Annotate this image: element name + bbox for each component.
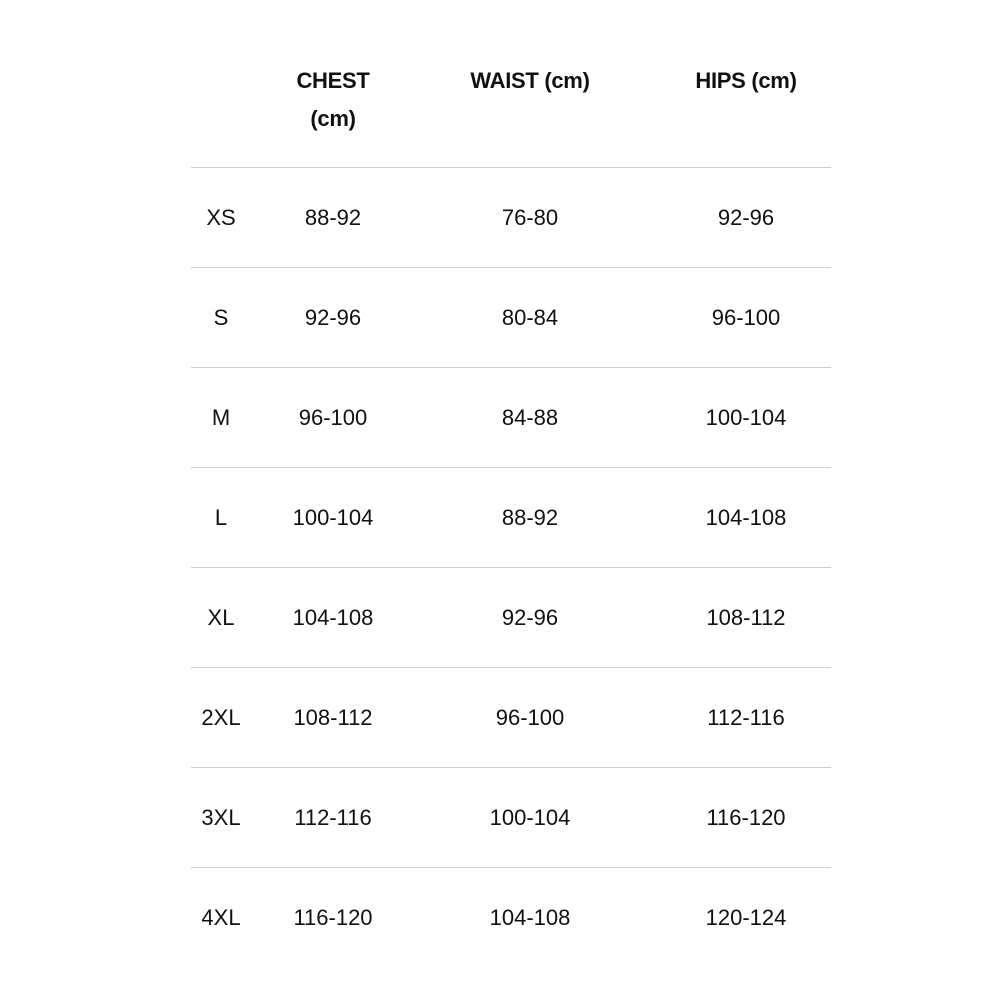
chest-header-label: CHEST: [296, 68, 370, 93]
waist-cell: 92-96: [501, 605, 559, 630]
waist-cell: 104-108: [489, 905, 571, 930]
waist-cell: 76-80: [501, 205, 559, 230]
chest-cell: 100-104: [292, 505, 374, 530]
table-row: [191, 268, 831, 368]
chest-cell: 92-96: [304, 305, 362, 330]
waist-cell: 88-92: [501, 505, 559, 530]
waist-cell: 80-84: [501, 305, 559, 330]
table-row: [191, 168, 831, 268]
size-cell: S: [213, 305, 229, 330]
table-row: [191, 568, 831, 668]
size-cell: L: [214, 505, 228, 530]
size-cell: XL: [207, 605, 235, 630]
chest-header-unit: (cm): [310, 106, 356, 131]
hips-cell: 116-120: [706, 805, 786, 830]
header-row: [191, 0, 831, 168]
hips-cell: 120-124: [705, 905, 787, 930]
table-row: [191, 368, 831, 468]
table-row: [191, 668, 831, 768]
waist-cell: 96-100: [495, 705, 565, 730]
chest-cell: 112-116: [294, 805, 372, 830]
hips-cell: 112-116: [707, 705, 785, 730]
table-row: [191, 768, 831, 868]
size-cell: 3XL: [201, 805, 241, 830]
size-cell: M: [211, 405, 231, 430]
size-cell: 4XL: [201, 905, 241, 930]
size-cell: XS: [206, 205, 236, 230]
hips-cell: 96-100: [711, 305, 781, 330]
chest-cell: 116-120: [293, 905, 373, 930]
chest-cell: 96-100: [298, 405, 368, 430]
hips-cell: 104-108: [705, 505, 787, 530]
table-row: [191, 868, 831, 968]
hips-cell: 100-104: [705, 405, 787, 430]
hips-column-header: HIPS (cm): [695, 68, 797, 93]
chest-cell: 88-92: [304, 205, 362, 230]
waist-cell: 100-104: [489, 805, 571, 830]
size-cell: 2XL: [201, 705, 241, 730]
hips-cell: 92-96: [717, 205, 775, 230]
table-row: [191, 468, 831, 568]
chest-cell: 108-112: [293, 705, 373, 730]
hips-cell: 108-112: [706, 605, 786, 630]
chest-column-header: [273, 62, 393, 138]
chest-cell: 104-108: [292, 605, 374, 630]
size-chart-table: [191, 0, 831, 1000]
waist-cell: 84-88: [501, 405, 559, 430]
waist-column-header: WAIST (cm): [470, 68, 590, 93]
